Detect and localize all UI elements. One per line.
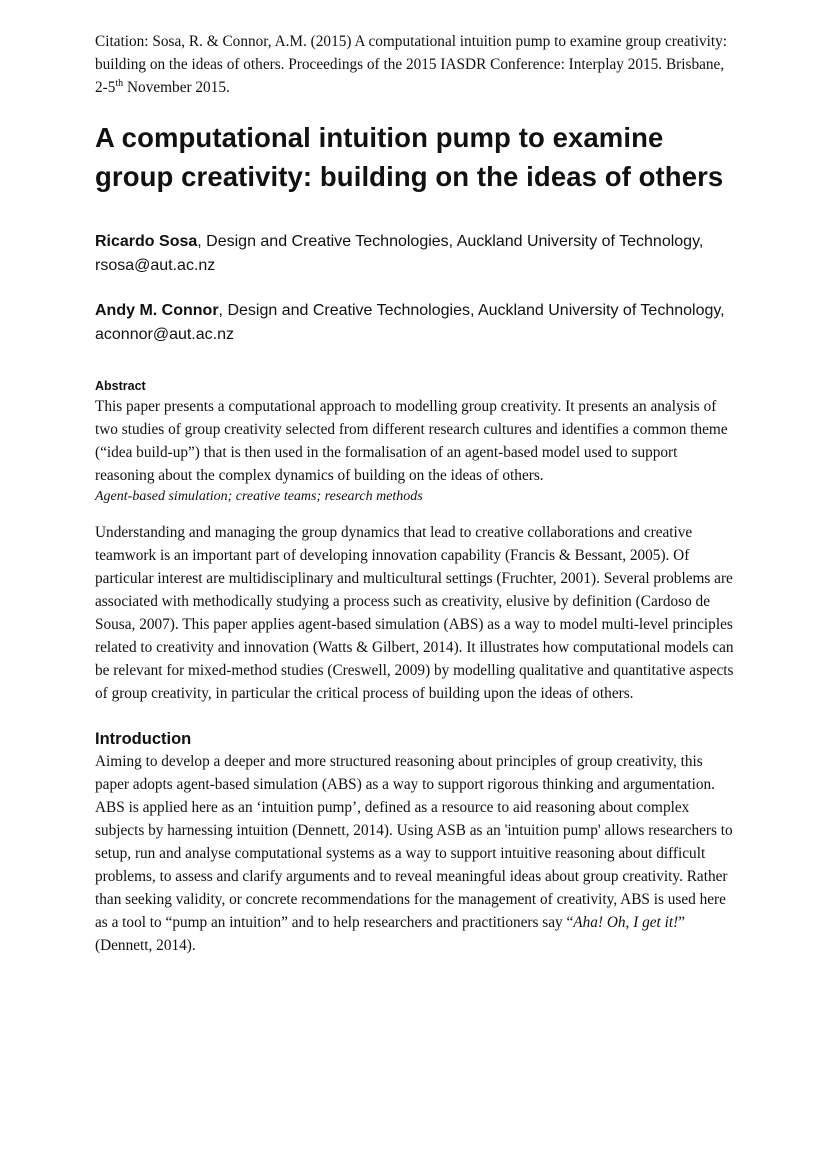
body-paragraph: Understanding and managing the group dynamics that lead to creative collaborations and creative teamwork is an important part of developing innovation capability (Francis & Bessant, 2005). Of particular interest are multidisciplinary and multicultural settings (Fruchter, 2001). Several problems are associated with methodically studying a process such as creativity, elusive by definition (Cardoso de Sousa, 2007). This paper applies agent-based simulation (ABS) as a way to model multi-level principles related to creativity and innovation (Watts & Gilbert, 2014). It illustrates how computational models can be relevant for mixed-method studies (Creswell, 2009) by modelling qualitative and quantitative aspects of group creativity, in particular the critical process of building upon the ideas of others. bbox=[95, 524, 734, 702]
introduction-italic-quote: Aha! Oh, I get it! bbox=[573, 914, 679, 931]
abstract-body: This paper presents a computational approach to modelling group creativity. It presents an analysis of two studies of group creativity selected from different research cultures and identifies a common theme (“idea build-up”) that is then used in the formalisation of an agent-based model used to support reasoning about the complex dynamics of building on the ideas of others. bbox=[95, 398, 728, 484]
author-2-affiliation: , Design and Creative Technologies, Auckland University of Technology, aconnor@aut.ac.nz bbox=[95, 302, 725, 343]
citation-superscript: th bbox=[115, 77, 124, 89]
introduction-paragraph bbox=[95, 750, 735, 957]
introduction-tail: ” (Dennett, 2014). bbox=[95, 914, 686, 954]
author-2 bbox=[95, 299, 735, 346]
citation-tail: November 2015. bbox=[123, 79, 230, 96]
paper-title: A computational intuition pump to examine group creativity: building on the ideas of others bbox=[95, 122, 724, 192]
abstract-heading: Abstract bbox=[95, 379, 146, 393]
citation bbox=[95, 30, 735, 99]
introduction-text: Aiming to develop a deeper and more structured reasoning about principles of group creativity, this paper adopts agent-based simulation (ABS) as a way to support rigorous thinking and argumentation. ABS is applied here as an ‘intuition pump’, defined as a resource to aid reasoning about complex subjects by harnessing intuition (Dennett, 2014). Using ASB as an 'intuition pump' allows researchers to setup, run and analyse computational systems as a way to support intuitive reasoning about difficult problems, to assess and clarify arguments and to reveal meaningful ideas about group creativity. Rather than seeking validity, or concrete recommendations for the management of creativity, ABS is used here as a tool to “pump an intuition” and to help researchers and practitioners say “ bbox=[95, 753, 733, 931]
citation-text: Citation: Sosa, R. & Connor, A.M. (2015) A computational intuition pump to examine group creativity: building on the ideas of others. Proceedings of the 2015 IASDR Conference: Interplay 2015. Brisbane, 2-5 bbox=[95, 33, 728, 96]
paper-page bbox=[95, 30, 735, 957]
introduction-heading: Introduction bbox=[95, 730, 192, 748]
author-2-name: Andy M. Connor bbox=[95, 302, 219, 319]
author-1 bbox=[95, 230, 735, 277]
author-1-affiliation: , Design and Creative Technologies, Auckland University of Technology, rsosa@aut.ac.nz bbox=[95, 233, 704, 274]
keywords: Agent-based simulation; creative teams; research methods bbox=[95, 489, 423, 504]
author-1-name: Ricardo Sosa bbox=[95, 233, 198, 250]
